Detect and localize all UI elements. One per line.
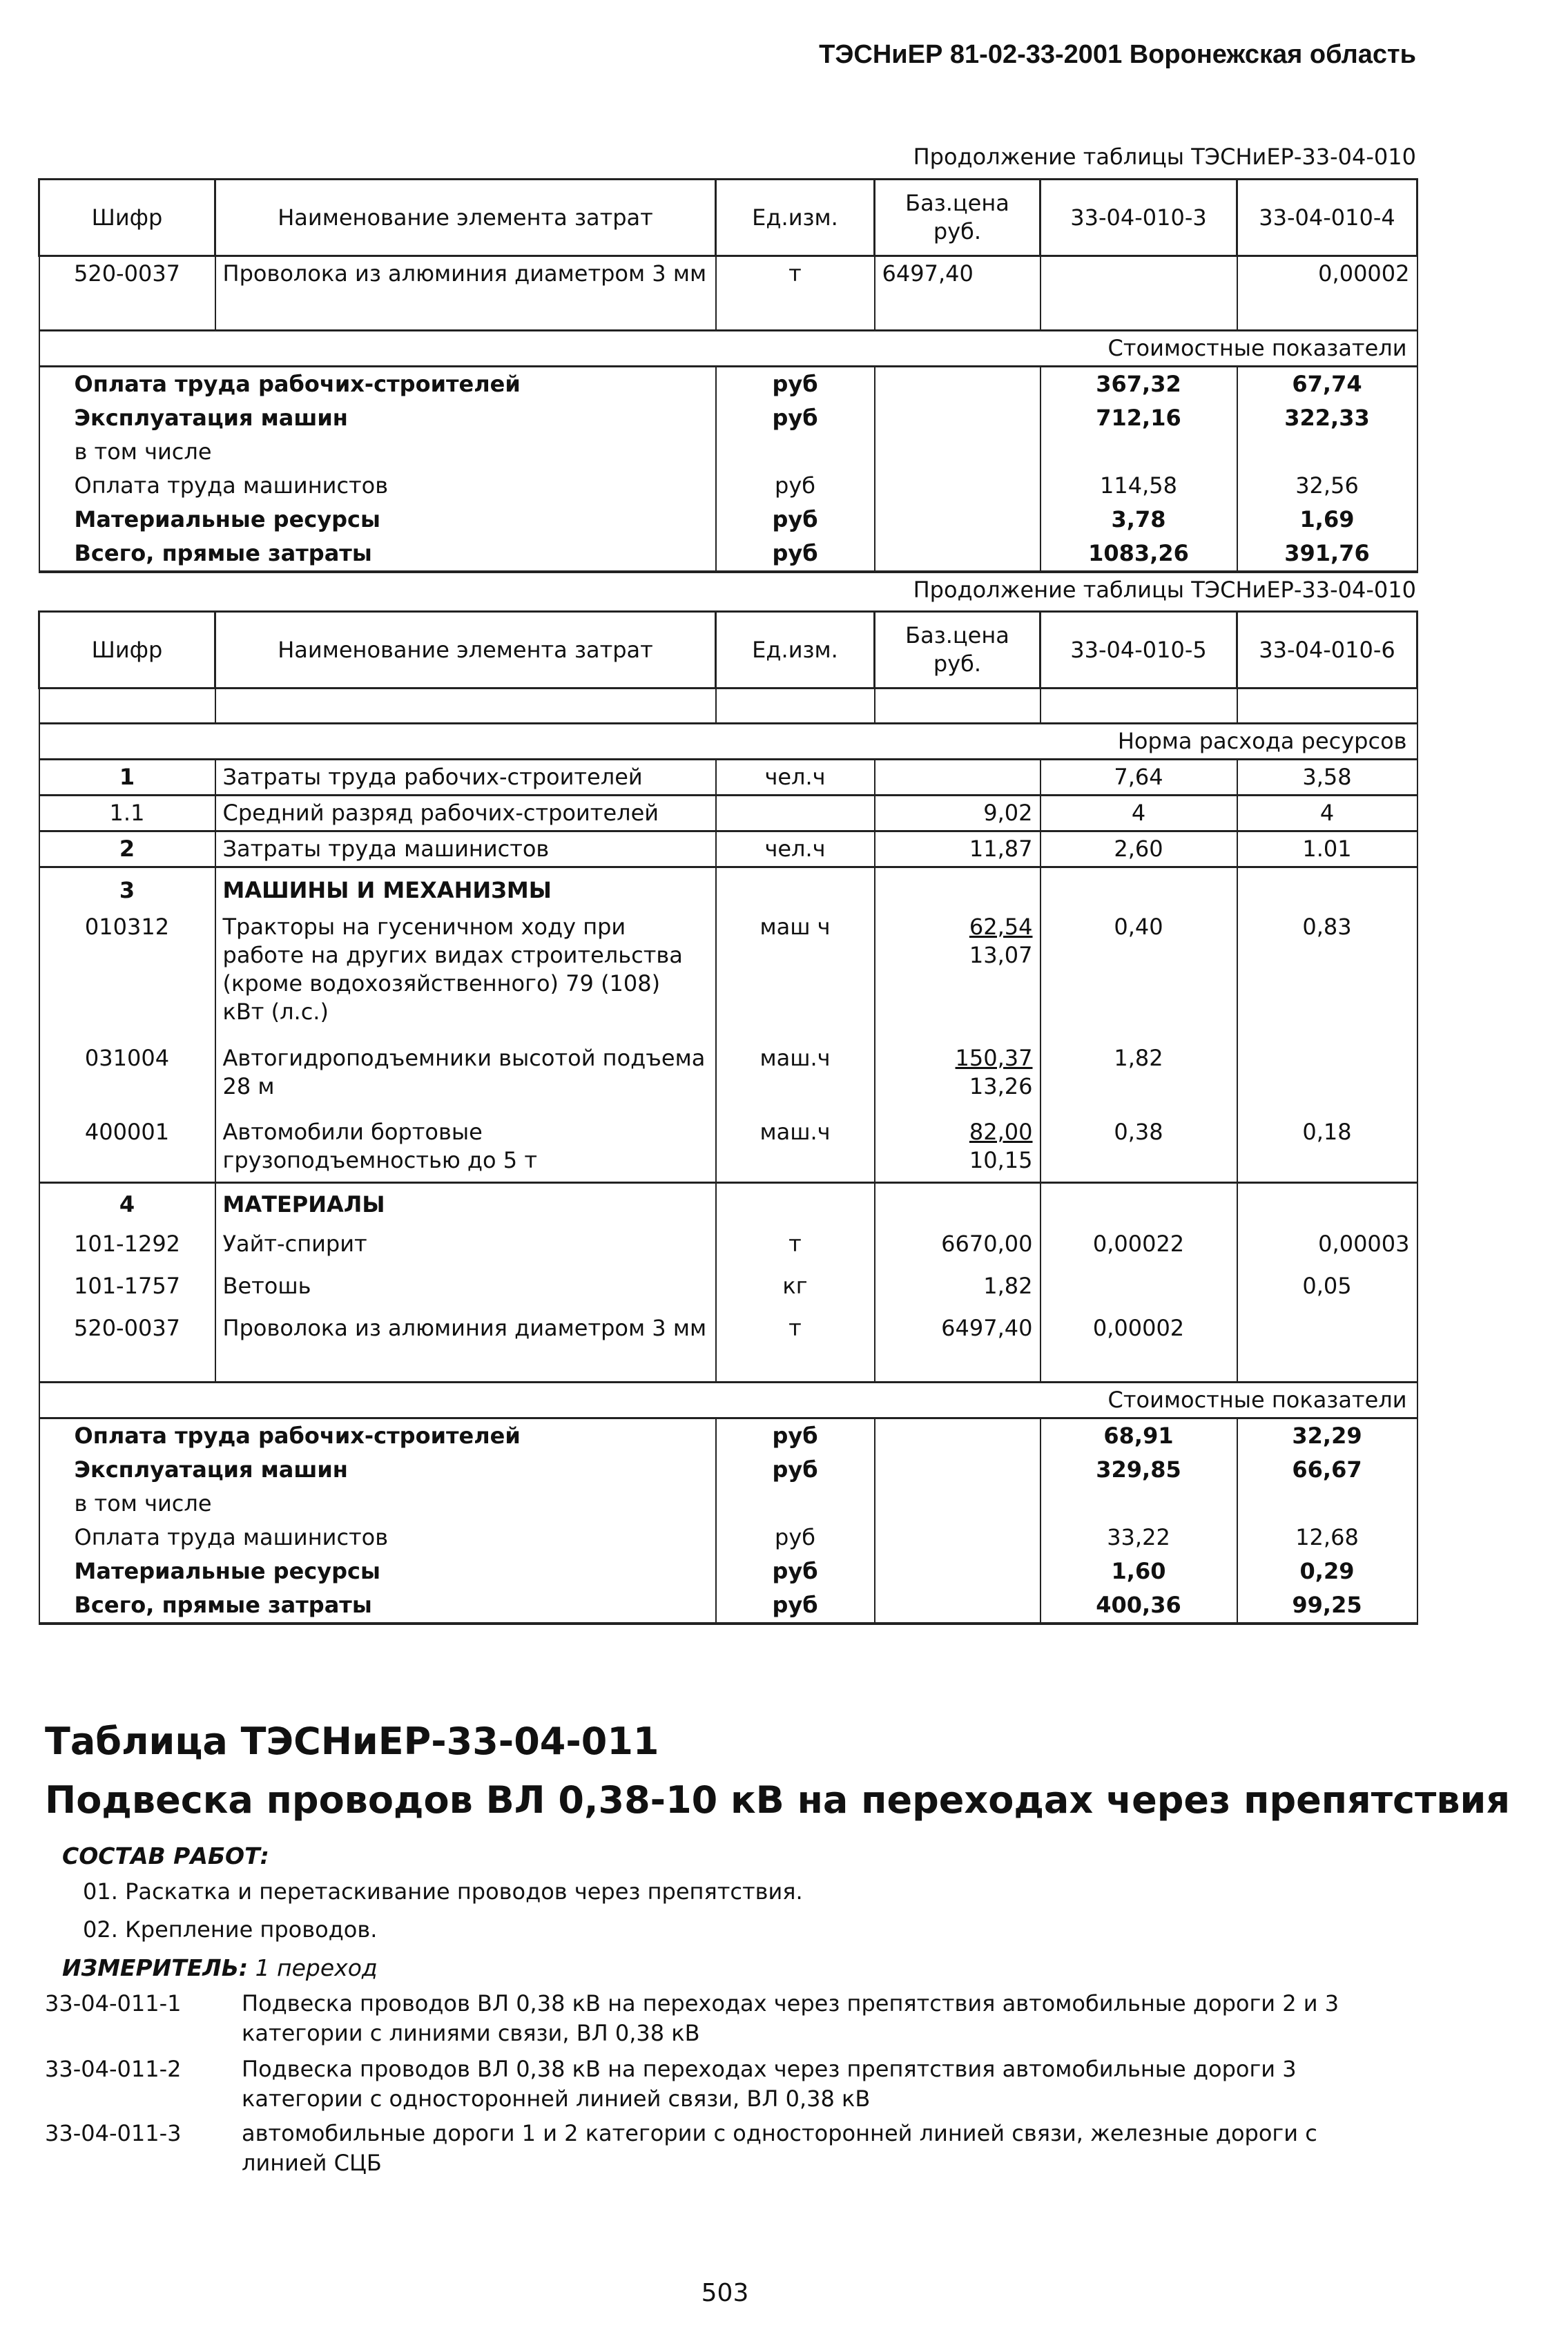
- cell-price: 11,87: [875, 831, 1041, 867]
- table-section-row: [39, 1183, 1417, 1222]
- table-row: [39, 831, 1417, 867]
- cost-value-a: 3,78: [1041, 503, 1237, 537]
- cost-row: [39, 1521, 1417, 1554]
- col-header-price: Баз.цена руб.: [875, 612, 1041, 689]
- cost-unit: руб: [716, 537, 875, 572]
- cost-price: [875, 435, 1041, 469]
- cost-value-b: 0,29: [1237, 1554, 1417, 1588]
- cost-row: [39, 1487, 1417, 1521]
- cost-price: [875, 1453, 1041, 1487]
- table-row: [39, 795, 1417, 831]
- cell-value-a: [1041, 1261, 1237, 1303]
- table1-cost-section-row: [39, 330, 1417, 366]
- cell-value-a: 7,64: [1041, 759, 1237, 795]
- cost-unit: руб: [716, 401, 875, 435]
- cell-name: Проволока из алюминия диаметром 3 мм: [215, 1303, 716, 1345]
- cost-value-b: 322,33: [1237, 401, 1417, 435]
- cell-value-b: 0,83: [1237, 907, 1417, 1029]
- table-row: [39, 1029, 1417, 1104]
- col-header-name: Наименование элемента затрат: [215, 180, 716, 256]
- cost-section-label: Стоимостные показатели: [39, 1383, 1417, 1418]
- cell-price: 1,82: [875, 1261, 1041, 1303]
- cell-name: Автомобили бортовые грузоподъемностью до 5 т: [215, 1103, 716, 1182]
- cost-label: Оплата труда машинистов: [39, 1521, 716, 1554]
- col-header-norm-b: 33-04-010-6: [1237, 612, 1417, 689]
- cell-price: 6670,00: [875, 1222, 1041, 1261]
- price-machinist-wage: 13,07: [969, 941, 1033, 968]
- cell-code: 031004: [39, 1029, 215, 1104]
- cost-price: [875, 1554, 1041, 1588]
- cost-price: [875, 1418, 1041, 1453]
- item-text: Подвеска проводов ВЛ 0,38 кВ на переходах через препятствия автомобильные дороги 3 категории с односторонней линией связи, ВЛ 0,38 кВ: [242, 2056, 1297, 2112]
- table-row: [39, 907, 1417, 1029]
- col-header-price: Баз.цена руб.: [875, 180, 1041, 256]
- cell-value-a: 2,60: [1041, 831, 1237, 867]
- cell-unit: маш ч: [716, 907, 875, 1029]
- table-spacer-row: [39, 291, 1417, 331]
- cost-row: [39, 503, 1417, 537]
- table1-continuation-label: Продолжение таблицы ТЭСНиЕР-33-04-010: [913, 144, 1416, 170]
- cost-unit: руб: [716, 1418, 875, 1453]
- cost-value-b: 32,56: [1237, 469, 1417, 503]
- cell-name: Затраты труда рабочих-строителей: [215, 759, 716, 795]
- cost-price: [875, 1487, 1041, 1521]
- cell-code: 4: [39, 1183, 215, 1222]
- col-header-name: Наименование элемента затрат: [215, 612, 716, 689]
- table1: [38, 178, 1418, 573]
- cost-value-a: 1,60: [1041, 1554, 1237, 1588]
- cell-value-b: 0,18: [1237, 1103, 1417, 1182]
- cost-price: [875, 1521, 1041, 1554]
- price-machinist-wage: 10,15: [969, 1147, 1033, 1174]
- cell-unit: маш.ч: [716, 1029, 875, 1104]
- cell-unit: чел.ч: [716, 831, 875, 867]
- cost-unit: руб: [716, 1521, 875, 1554]
- section-heading: МАШИНЫ И МЕХАНИЗМЫ: [215, 867, 716, 907]
- work-item: 01. Раскатка и перетаскивание проводов через препятствия.: [83, 1878, 803, 1905]
- cell-code: 3: [39, 867, 215, 907]
- cell-price: [875, 907, 1041, 1029]
- cost-value-a: 68,91: [1041, 1418, 1237, 1453]
- item-code: 33-04-011-2: [45, 2056, 182, 2082]
- norm-section-label: Норма расхода ресурсов: [39, 724, 1417, 760]
- cost-price: [875, 537, 1041, 572]
- cell-unit: кг: [716, 1261, 875, 1303]
- cell-code: 101-1292: [39, 1222, 215, 1261]
- cell-value-b: 3,58: [1237, 759, 1417, 795]
- cost-value-a: 367,32: [1041, 366, 1237, 401]
- cell-price: 9,02: [875, 795, 1041, 831]
- cell-value-b: 0,05: [1237, 1261, 1417, 1303]
- col-header-code: Шифр: [39, 612, 215, 689]
- page-header-title: ТЭСНиЕР 81-02-33-2001 Воронежская область: [819, 40, 1416, 69]
- cost-price: [875, 401, 1041, 435]
- col-header-code: Шифр: [39, 180, 215, 256]
- col-header-unit: Ед.изм.: [716, 180, 875, 256]
- cost-value-a: 712,16: [1041, 401, 1237, 435]
- cell-unit: чел.ч: [716, 759, 875, 795]
- item-text: автомобильные дороги 1 и 2 категории с односторонней линией связи, железные дороги с линией СЦБ: [242, 2120, 1317, 2177]
- cell-price: 6497,40: [875, 256, 1041, 291]
- works-label: СОСТАВ РАБОТ:: [62, 1842, 269, 1869]
- cell-code: 010312: [39, 907, 215, 1029]
- price-value: 62,54: [969, 913, 1033, 940]
- cell-code: 400001: [39, 1103, 215, 1182]
- cost-row: [39, 537, 1417, 572]
- cost-label: Материальные ресурсы: [39, 1554, 716, 1588]
- cell-unit: маш.ч: [716, 1103, 875, 1182]
- cost-value-b: [1237, 1487, 1417, 1521]
- table2-norm-section-row: [39, 724, 1417, 760]
- cell-code: 520-0037: [39, 256, 215, 291]
- item-text: Подвеска проводов ВЛ 0,38 кВ на переходах через препятствия автомобильные дороги 2 и 3 категории с линиями связи, ВЛ 0,38 кВ: [242, 1990, 1339, 2047]
- col-header-norm-a: 33-04-010-5: [1041, 612, 1237, 689]
- cell-unit: т: [716, 256, 875, 291]
- cost-row: [39, 366, 1417, 401]
- measure-value: 1 переход: [255, 1954, 378, 1981]
- cost-unit: [716, 1487, 875, 1521]
- table1-header-row: [39, 180, 1417, 256]
- table2-continuation-label: Продолжение таблицы ТЭСНиЕР-33-04-010: [913, 577, 1416, 603]
- cost-value-b: 391,76: [1237, 537, 1417, 572]
- cost-value-a: 329,85: [1041, 1453, 1237, 1487]
- cell-name: Уайт-спирит: [215, 1222, 716, 1261]
- cell-value-a: 0,38: [1041, 1103, 1237, 1182]
- cost-unit: руб: [716, 1453, 875, 1487]
- cell-code: 2: [39, 831, 215, 867]
- cost-label: Оплата труда рабочих-строителей: [39, 366, 716, 401]
- cell-price: [875, 1029, 1041, 1104]
- cell-price: 6497,40: [875, 1303, 1041, 1345]
- cell-code: 101-1757: [39, 1261, 215, 1303]
- cell-price: [875, 759, 1041, 795]
- cost-unit: руб: [716, 1588, 875, 1624]
- cost-label: Материальные ресурсы: [39, 503, 716, 537]
- cell-value-a: 0,00002: [1041, 1303, 1237, 1345]
- cost-value-a: 400,36: [1041, 1588, 1237, 1624]
- cell-value-a: 4: [1041, 795, 1237, 831]
- cost-price: [875, 503, 1041, 537]
- cost-row: [39, 1588, 1417, 1624]
- table-row: [39, 759, 1417, 795]
- cost-label: Эксплуатация машин: [39, 1453, 716, 1487]
- cost-value-b: 32,29: [1237, 1418, 1417, 1453]
- cell-value-a: [1041, 256, 1237, 291]
- col-header-norm-a: 33-04-010-3: [1041, 180, 1237, 256]
- measure-label: ИЗМЕРИТЕЛЬ:: [62, 1954, 249, 1981]
- cost-unit: руб: [716, 469, 875, 503]
- cost-value-a: 33,22: [1041, 1521, 1237, 1554]
- cost-value-a: [1041, 435, 1237, 469]
- page-number: 503: [701, 2279, 749, 2307]
- cost-row: [39, 1418, 1417, 1453]
- cell-value-b: 0,00002: [1237, 256, 1417, 291]
- col-header-unit: Ед.изм.: [716, 612, 875, 689]
- cell-value-b: 0,00003: [1237, 1222, 1417, 1261]
- cost-label: в том числе: [39, 435, 716, 469]
- cell-unit: т: [716, 1222, 875, 1261]
- table-spacer-row: [39, 1345, 1417, 1383]
- cost-unit: руб: [716, 503, 875, 537]
- table-row: [39, 1222, 1417, 1261]
- section-heading: МАТЕРИАЛЫ: [215, 1183, 716, 1222]
- measure-line: [62, 1954, 378, 1981]
- cost-value-b: 1,69: [1237, 503, 1417, 537]
- table2-header-row: [39, 612, 1417, 689]
- cost-value-a: 114,58: [1041, 469, 1237, 503]
- cell-price: [875, 1103, 1041, 1182]
- cell-value-a: 0,40: [1041, 907, 1237, 1029]
- col-header-norm-b: 33-04-010-4: [1237, 180, 1417, 256]
- section-table-subtitle: Подвеска проводов ВЛ 0,38-10 кВ на переходах через препятствия: [45, 1778, 1511, 1822]
- cell-unit: т: [716, 1303, 875, 1345]
- cost-label: в том числе: [39, 1487, 716, 1521]
- cell-name: Ветошь: [215, 1261, 716, 1303]
- cost-label: Оплата труда машинистов: [39, 469, 716, 503]
- cost-unit: руб: [716, 366, 875, 401]
- cell-value-a: 1,82: [1041, 1029, 1237, 1104]
- cost-value-b: 99,25: [1237, 1588, 1417, 1624]
- work-item: 02. Крепление проводов.: [83, 1916, 378, 1943]
- cost-value-a: [1041, 1487, 1237, 1521]
- cost-label: Всего, прямые затраты: [39, 1588, 716, 1624]
- table-section-row: [39, 867, 1417, 907]
- cell-code: 1: [39, 759, 215, 795]
- cost-label: Оплата труда рабочих-строителей: [39, 1418, 716, 1453]
- cell-value-b: [1237, 1303, 1417, 1345]
- cost-value-b: 66,67: [1237, 1453, 1417, 1487]
- cell-value-b: [1237, 1029, 1417, 1104]
- cell-value-a: 0,00022: [1041, 1222, 1237, 1261]
- cost-section-label: Стоимостные показатели: [39, 330, 1417, 366]
- table-row: [39, 256, 1417, 291]
- cell-code: 520-0037: [39, 1303, 215, 1345]
- cell-name: Тракторы на гусеничном ходу при работе на других видах строительства (кроме водохозяйственного) 79 (108) кВт (л.с.): [215, 907, 716, 1029]
- cell-name: Проволока из алюминия диаметром 3 мм: [215, 256, 716, 291]
- table-row: [39, 1303, 1417, 1345]
- item-code: 33-04-011-3: [45, 2120, 182, 2146]
- table2: [38, 610, 1418, 1625]
- cost-row: [39, 469, 1417, 503]
- cell-unit: [716, 795, 875, 831]
- cell-code: 1.1: [39, 795, 215, 831]
- cell-value-b: 4: [1237, 795, 1417, 831]
- cost-label: Всего, прямые затраты: [39, 537, 716, 572]
- cell-value-b: 1.01: [1237, 831, 1417, 867]
- table-row: [39, 1103, 1417, 1182]
- cost-price: [875, 1588, 1041, 1624]
- cost-value-a: 1083,26: [1041, 537, 1237, 572]
- price-machinist-wage: 13,26: [969, 1072, 1033, 1099]
- cost-price: [875, 366, 1041, 401]
- cost-row: [39, 401, 1417, 435]
- price-value: 150,37: [955, 1044, 1033, 1071]
- cost-value-b: 67,74: [1237, 366, 1417, 401]
- item-code: 33-04-011-1: [45, 1990, 182, 2016]
- section-table-title: Таблица ТЭСНиЕР-33-04-011: [45, 1720, 659, 1763]
- cost-row: [39, 1554, 1417, 1588]
- cost-price: [875, 469, 1041, 503]
- table-row: [39, 1261, 1417, 1303]
- cell-name: Средний разряд рабочих-строителей: [215, 795, 716, 831]
- price-value: 82,00: [969, 1119, 1033, 1146]
- cost-label: Эксплуатация машин: [39, 401, 716, 435]
- table-spacer-row: [39, 689, 1417, 724]
- cost-row: [39, 1453, 1417, 1487]
- cost-value-b: 12,68: [1237, 1521, 1417, 1554]
- cell-name: Затраты труда машинистов: [215, 831, 716, 867]
- table2-cost-section-row: [39, 1383, 1417, 1418]
- cost-value-b: [1237, 435, 1417, 469]
- cost-unit: руб: [716, 1554, 875, 1588]
- cell-name: Автогидроподъемники высотой подъема 28 м: [215, 1029, 716, 1104]
- cost-row: [39, 435, 1417, 469]
- cost-unit: [716, 435, 875, 469]
